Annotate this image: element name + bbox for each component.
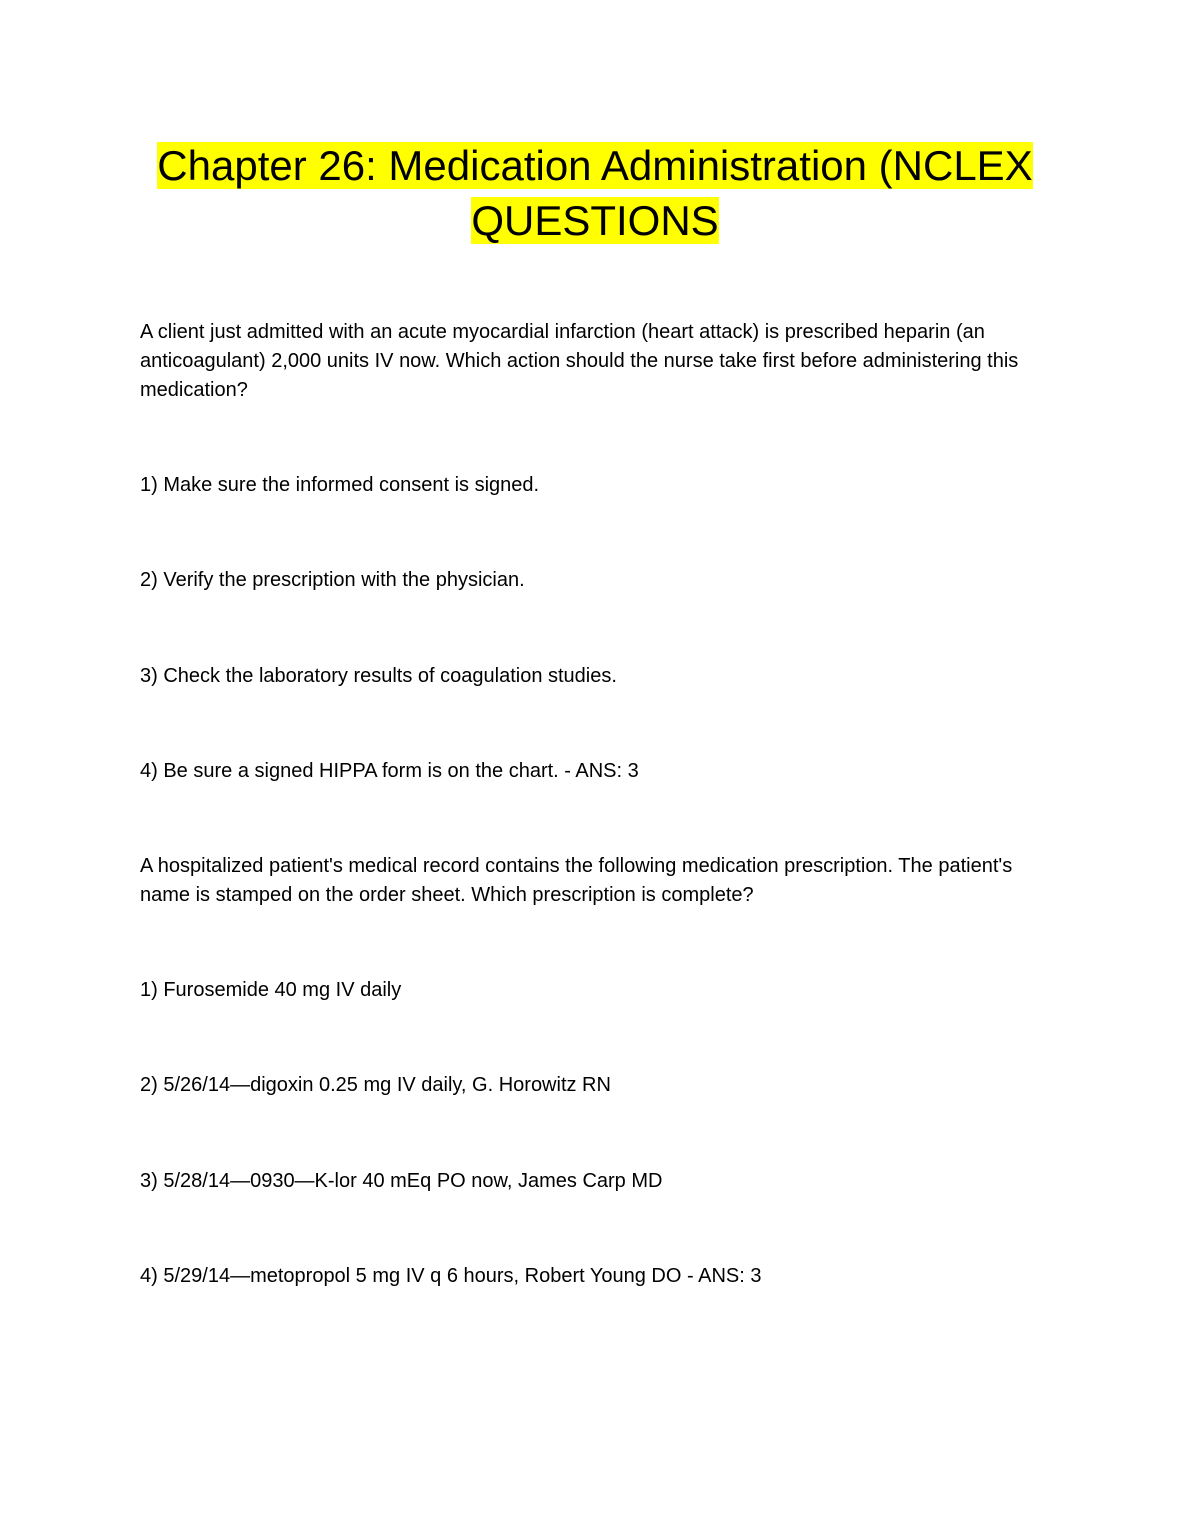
question-2-option-4: 4) 5/29/14—metopropol 5 mg IV q 6 hours, Robert Young DO - ANS: 3 [140,1265,762,1287]
question-2-option-1: 1) Furosemide 40 mg IV daily [140,979,402,1001]
question-2-stem: A hospitalized patient's medical record contains the following medication prescription. The patient's name is stamped on the order sheet. Which prescription is complete? [140,855,1013,906]
title-line-1: Chapter 26: Medication Administration (NCLEX [157,142,1033,189]
question-1-stem: A client just admitted with an acute myocardial infarction (heart attack) is prescribed heparin (an anticoagulant) 2,000 units IV now. Which action should the nurse take first before administering this medication? [140,321,1019,401]
question-2-option-2: 2) 5/26/14—digoxin 0.25 mg IV daily, G. Horowitz RN [140,1074,611,1096]
question-1-option-4: 4) Be sure a signed HIPPA form is on the chart. - ANS: 3 [140,760,639,782]
question-1-option-1: 1) Make sure the informed consent is signed. [140,474,540,496]
question-1-option-3: 3) Check the laboratory results of coagulation studies. [140,665,617,687]
question-2-option-3: 3) 5/28/14—0930—K-lor 40 mEq PO now, James Carp MD [140,1170,663,1192]
page-title [130,138,1060,248]
title-line-2: QUESTIONS [471,197,719,244]
question-1-option-2: 2) Verify the prescription with the physician. [140,569,525,591]
